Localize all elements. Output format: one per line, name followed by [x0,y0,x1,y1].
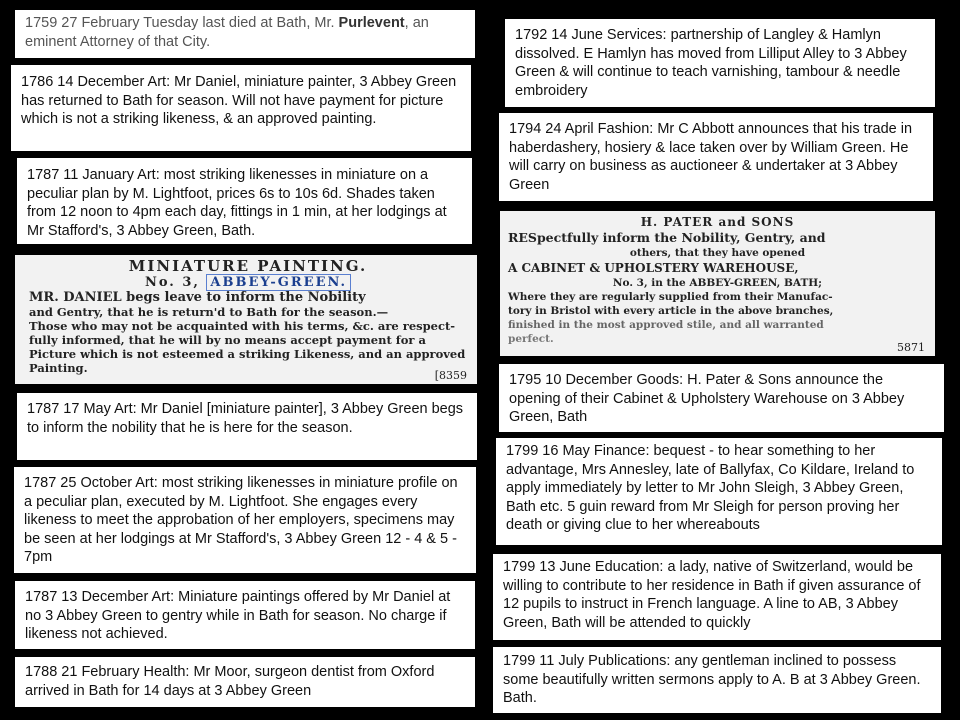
clipping-pater-line: A CABINET & UPHOLSTERY WAREHOUSE, [508,261,799,275]
entry-1799-jul [493,647,941,713]
clipping-pater-ref: 5871 [897,341,925,354]
clipping-pater-line: No. 3, in the ABBEY-GREEN, BATH; [612,277,823,289]
clipping-miniature-heading: MINIATURE PAINTING. [128,257,368,275]
clipping-miniature-painting [15,255,477,384]
entry-1759-suffix: , an eminent Attorney of that City. [25,15,429,50]
entry-1792-text: 1792 14 June Services: partnership of Langley & Hamlyn dissolved. E Hamlyn has moved from Lilliput Alley to 3 Abbey Green & will continue to teach varnishing, tambour & needle embroidery [515,27,907,99]
clipping-pater-line: others, that they have opened [629,247,806,259]
clipping-miniature-line: and Gentry, that he is return'd to Bath for the season.— [29,305,389,319]
clipping-miniature-address-prefix: No. 3, [144,275,200,290]
clipping-miniature-line: MR. DANIEL begs leave to inform the Nobility [29,290,366,305]
entry-1787-jan [17,158,472,244]
entry-1759 [15,10,475,58]
entry-1799-jun-text: 1799 13 June Education: a lady, native of Switzerland, would be willing to contribute to her residence in Bath if given assurance of 12 pupils to instruct in French language. A line to AB, 3 Abbey Green, Bath will be attended to quickly [503,559,921,631]
entry-1794-text: 1794 24 April Fashion: Mr C Abbott announces that his trade in haberdashery, hosiery & lace taken over by William Green. He will carry on business as auctioneer & undertaker at 3 Abbey Green [509,121,913,193]
entry-1759-name: Purlevent [338,15,405,31]
clipping-pater-line: RESpectfully inform the Nobility, Gentry, and [508,230,826,245]
entry-1788 [15,657,475,707]
entry-1792 [505,19,935,107]
entry-1786 [11,65,471,151]
clipping-pater-line: perfect. [508,333,554,345]
clipping-pater-line: finished in the most approved stile, and all warranted [508,319,824,331]
clipping-miniature-address [29,275,467,291]
clipping-miniature-line: Painting. [29,361,88,375]
entry-1788-text: 1788 21 February Health: Mr Moor, surgeon dentist from Oxford arrived in Bath for 14 days at 3 Abbey Green [25,664,435,699]
clipping-miniature-line: Picture which is not esteemed a striking Likeness, and an approved [29,347,466,361]
entry-1787-dec-text: 1787 13 December Art: Miniature paintings offered by Mr Daniel at no 3 Abbey Green to gentry while in Bath for season. No charge if likeness not achieved. [25,589,451,642]
entry-1795-text: 1795 10 December Goods: H. Pater & Sons announce the opening of their Cabinet & Upholstery Warehouse on 3 Abbey Green, Bath [509,372,905,425]
entry-1799-jun [493,554,941,640]
clipping-pater-and-sons [500,211,935,356]
entry-1787-may [17,393,477,460]
clipping-miniature-line: fully informed, that he will by no means accept payment for a [29,333,426,347]
clipping-pater-line: tory in Bristol with every article in the above branches, [508,305,834,317]
entry-1786-text: 1786 14 December Art: Mr Daniel, miniature painter, 3 Abbey Green has returned to Bath for season. Will not have payment for picture which is not a striking likeness, & an approved painting. [21,74,457,127]
entry-1787-oct [14,467,476,573]
entry-1787-dec [15,581,475,649]
entry-1799-may-text: 1799 16 May Finance: bequest - to hear something to her advantage, Mrs Annesley, late of Ballyfax, Co Kildare, Ireland to apply immediately by letter to Mr John Sleigh, 3 Abbey Green, Bath etc. 5 guin reward from Mr Sleigh for person proving her death or giving clue to her whereabouts [506,443,915,533]
entry-1787-jan-text: 1787 11 January Art: most striking likenesses in miniature on a peculiar plan by M. Lightfoot, prices 6s to 10s 6d. Shades taken from 12 noon to 4pm each day, fittings in 1 min, at her lodgings at Mr Stafford's, 3 Abbey Green, Bath. [27,167,447,239]
clipping-miniature-line: Those who may not be acquainted with his terms, &c. are respect- [29,319,456,333]
clipping-miniature-ref: [8359 [434,369,467,382]
entry-1799-jul-text: 1799 11 July Publications: any gentleman inclined to possess some beautifully written sermons apply to A. B at 3 Abbey Green. Bath. [503,653,921,706]
entry-1794 [499,113,933,201]
entry-1787-may-text: 1787 17 May Art: Mr Daniel [miniature painter], 3 Abbey Green begs to inform the nobility that he is here for the season. [27,401,464,436]
clipping-pater-line: Where they are regularly supplied from their Manufac- [508,291,833,303]
entry-1799-may [496,438,942,545]
clipping-pater-heading: H. PATER and SONS [640,215,795,229]
entry-1795 [499,364,944,432]
abbey-green-link[interactable]: ABBEY-GREEN. [206,274,351,291]
entry-1787-oct-text: 1787 25 October Art: most striking likenesses in miniature profile on a peculiar plan, executed by M. Lightfoot. She engages every likeness to meet the approbation of her employers, specimens may be seen at her lodgings at Mr Stafford's, 3 Abbey Green 12 - 4 & 5 - 7pm [24,475,458,565]
entry-1759-prefix: 1759 27 February Tuesday last died at Bath, Mr. [25,15,335,31]
